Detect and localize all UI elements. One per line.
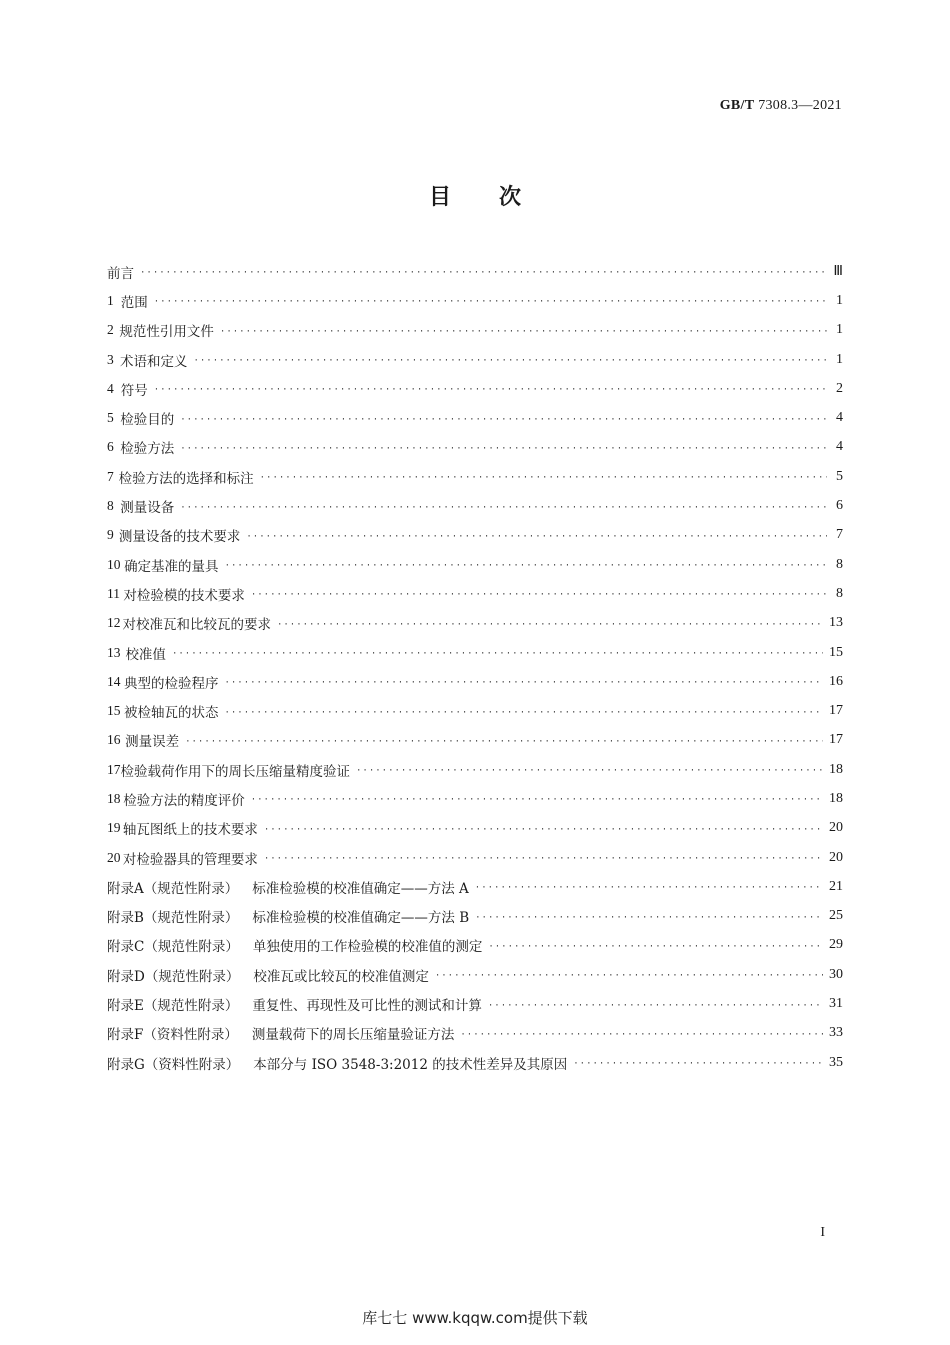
toc-row[interactable]: [107, 667, 843, 696]
annex-title: 单独使用的工作检验模的校准值的测定: [252, 939, 483, 956]
toc-row[interactable]: [107, 462, 843, 491]
toc-leader: [154, 294, 827, 307]
toc-page: 30: [829, 966, 843, 982]
toc-leader: [140, 265, 827, 278]
annex-title: 本部分与 ISO 3548-3:2012 的技术性差异及其原因: [253, 1056, 568, 1073]
toc-leader: [185, 734, 823, 747]
standard-code: 7308.3—2021: [758, 98, 842, 113]
annex-label: 附录B（规范性附录）: [107, 910, 239, 927]
toc-title: 符号: [120, 382, 148, 399]
toc-title: 检验方法: [120, 441, 175, 458]
toc-title: [107, 935, 482, 955]
toc-page: 18: [829, 790, 843, 806]
toc-page: 5: [836, 468, 843, 484]
toc-page: 2: [836, 380, 843, 396]
table-of-contents: [107, 257, 843, 1077]
toc-page: 31: [829, 996, 843, 1012]
toc-number: 15: [107, 703, 121, 719]
toc-number: 17: [107, 761, 121, 777]
toc-title: [107, 877, 469, 897]
toc-row[interactable]: [107, 843, 843, 872]
toc-title: 检验载荷作用下的周长压缩量精度验证: [120, 763, 350, 780]
toc-leader: [573, 1056, 823, 1069]
toc-row[interactable]: [107, 579, 843, 608]
toc-row-annex-b[interactable]: [107, 902, 843, 931]
toc-leader: [180, 441, 827, 454]
toc-leader: [264, 851, 823, 864]
toc-number: 12: [107, 615, 121, 631]
toc-leader: [251, 792, 823, 805]
toc-page: 21: [829, 878, 843, 894]
annex-label: 附录F（资料性附录）: [107, 1027, 238, 1044]
toc-leader: [475, 880, 823, 893]
annex-title: 标准检验模的校准值确定——方法 B: [252, 910, 470, 927]
annex-label: 附录D（规范性附录）: [107, 968, 240, 985]
toc-title: 被检轴瓦的状态: [123, 705, 219, 722]
toc-row-annex-c[interactable]: [107, 931, 843, 960]
toc-title: 确定基准的量具: [124, 558, 219, 575]
toc-row[interactable]: [107, 755, 843, 784]
toc-row[interactable]: [107, 814, 843, 843]
toc-row[interactable]: [107, 403, 843, 432]
toc-page: 6: [836, 498, 843, 514]
toc-row[interactable]: [107, 609, 843, 638]
toc-number: 13: [107, 644, 121, 660]
toc-number: 4: [107, 380, 114, 396]
standard-prefix: GB/T: [719, 98, 755, 113]
toc-row[interactable]: [107, 638, 843, 667]
toc-page: 1: [836, 322, 843, 338]
toc-leader: [435, 968, 823, 981]
annex-label: 附录G（资料性附录）: [107, 1056, 240, 1073]
toc-leader: [224, 705, 823, 718]
toc-row[interactable]: [107, 286, 843, 315]
toc-page: 1: [836, 351, 843, 367]
toc-page: 18: [829, 761, 843, 777]
toc-title: 前言: [107, 265, 134, 282]
annex-title: 测量载荷下的周长压缩量验证方法: [251, 1027, 455, 1044]
toc-leader: [356, 763, 823, 776]
annex-title: 校准瓦或比较瓦的校准值测定: [253, 968, 429, 985]
toc-leader: [277, 617, 823, 630]
toc-number: 10: [107, 556, 121, 572]
toc-leader: [154, 382, 827, 395]
toc-leader: [488, 939, 823, 952]
toc-title: [107, 1053, 567, 1073]
standard-number: [720, 98, 842, 114]
toc-title: 典型的检验程序: [123, 675, 219, 692]
toc-number: 3: [107, 351, 114, 367]
toc-title: 对检验器具的管理要求: [122, 851, 258, 868]
toc-page: 4: [836, 439, 843, 455]
toc-page: 33: [829, 1025, 843, 1041]
toc-leader: [260, 470, 827, 483]
download-footer: 库七七 www.kqqw.com提供下载: [362, 1309, 588, 1327]
toc-leader: [251, 587, 827, 600]
toc-leader: [220, 324, 827, 337]
toc-row-annex-e[interactable]: [107, 989, 843, 1018]
toc-title: 检验方法的选择和标注: [118, 470, 254, 487]
toc-row[interactable]: [107, 550, 843, 579]
toc-page: 13: [829, 615, 843, 631]
annex-title: 标准检验模的校准值确定——方法 A: [252, 880, 469, 897]
toc-page: 20: [829, 820, 843, 836]
toc-row[interactable]: [107, 491, 843, 520]
toc-title: 校准值: [125, 646, 166, 663]
annex-label: 附录C（规范性附录）: [107, 939, 239, 956]
toc-page: 8: [836, 556, 843, 572]
toc-page: 16: [829, 673, 843, 689]
toc-number: 2: [107, 322, 114, 338]
toc-title: 轴瓦图纸上的技术要求: [122, 822, 258, 839]
page-title: 目次: [428, 185, 569, 210]
toc-page: 20: [829, 849, 843, 865]
toc-page: 25: [829, 908, 843, 924]
toc-number: 9: [107, 527, 114, 543]
toc-row[interactable]: [107, 345, 843, 374]
toc-title: [107, 1023, 454, 1043]
toc-leader: [246, 529, 827, 542]
toc-title: 对校准瓦和比较瓦的要求: [122, 617, 271, 634]
toc-leader: [475, 910, 823, 923]
toc-row[interactable]: [107, 696, 843, 725]
toc-leader: [172, 646, 823, 659]
toc-page: 8: [836, 585, 843, 601]
annex-label: 附录A（规范性附录）: [107, 880, 239, 897]
toc-row-annex-g[interactable]: [107, 1048, 843, 1077]
toc-leader: [264, 822, 823, 835]
toc-row-annex-f[interactable]: [107, 1019, 843, 1048]
toc-title: 检验目的: [120, 412, 175, 429]
toc-leader: [225, 558, 827, 571]
toc-leader: [180, 412, 827, 425]
toc-page: 15: [829, 644, 843, 660]
toc-number: 20: [107, 849, 121, 865]
toc-row[interactable]: [107, 374, 843, 403]
toc-page: 7: [836, 527, 843, 543]
toc-number: 14: [107, 673, 121, 689]
toc-title: 测量误差: [125, 734, 180, 751]
toc-title: 检验方法的精度评价: [123, 792, 245, 809]
toc-number: 5: [107, 410, 114, 426]
toc-page: Ⅲ: [833, 264, 843, 280]
toc-number: 1: [107, 292, 114, 308]
toc-page: 29: [829, 937, 843, 953]
toc-number: 8: [107, 498, 114, 514]
toc-title: 范围: [120, 294, 148, 311]
toc-page: 35: [829, 1054, 843, 1070]
toc-title: [107, 965, 429, 985]
toc-number: 7: [107, 468, 114, 484]
toc-leader: [460, 1027, 823, 1040]
toc-page: 17: [829, 732, 843, 748]
toc-page: 4: [836, 410, 843, 426]
toc-page: 1: [836, 292, 843, 308]
toc-row-annex-d[interactable]: [107, 960, 843, 989]
toc-number: 16: [107, 732, 121, 748]
toc-page: 17: [829, 703, 843, 719]
toc-row-foreword[interactable]: [107, 257, 843, 286]
toc-number: 11: [107, 585, 120, 601]
toc-number: 19: [107, 820, 121, 836]
toc-row[interactable]: [107, 316, 843, 345]
annex-title: 重复性、再现性及可比性的测试和计算: [252, 998, 482, 1015]
toc-number: 18: [107, 790, 121, 806]
page-number: I: [820, 1225, 825, 1240]
toc-title: 测量设备的技术要求: [118, 529, 241, 546]
toc-title: [107, 994, 482, 1014]
toc-title: 对检验模的技术要求: [123, 587, 245, 604]
toc-leader: [488, 998, 823, 1011]
annex-label: 附录E（规范性附录）: [107, 998, 239, 1015]
toc-row[interactable]: [107, 521, 843, 550]
toc-leader: [193, 353, 827, 366]
toc-leader: [224, 675, 823, 688]
toc-leader: [180, 500, 827, 513]
toc-row[interactable]: [107, 784, 843, 813]
toc-number: 6: [107, 439, 114, 455]
toc-row[interactable]: [107, 726, 843, 755]
toc-title: 测量设备: [120, 500, 175, 517]
toc-row-annex-a[interactable]: [107, 872, 843, 901]
toc-title: 规范性引用文件: [119, 324, 214, 341]
toc-title: 术语和定义: [119, 353, 188, 370]
toc-title: [107, 906, 469, 926]
toc-row[interactable]: [107, 433, 843, 462]
